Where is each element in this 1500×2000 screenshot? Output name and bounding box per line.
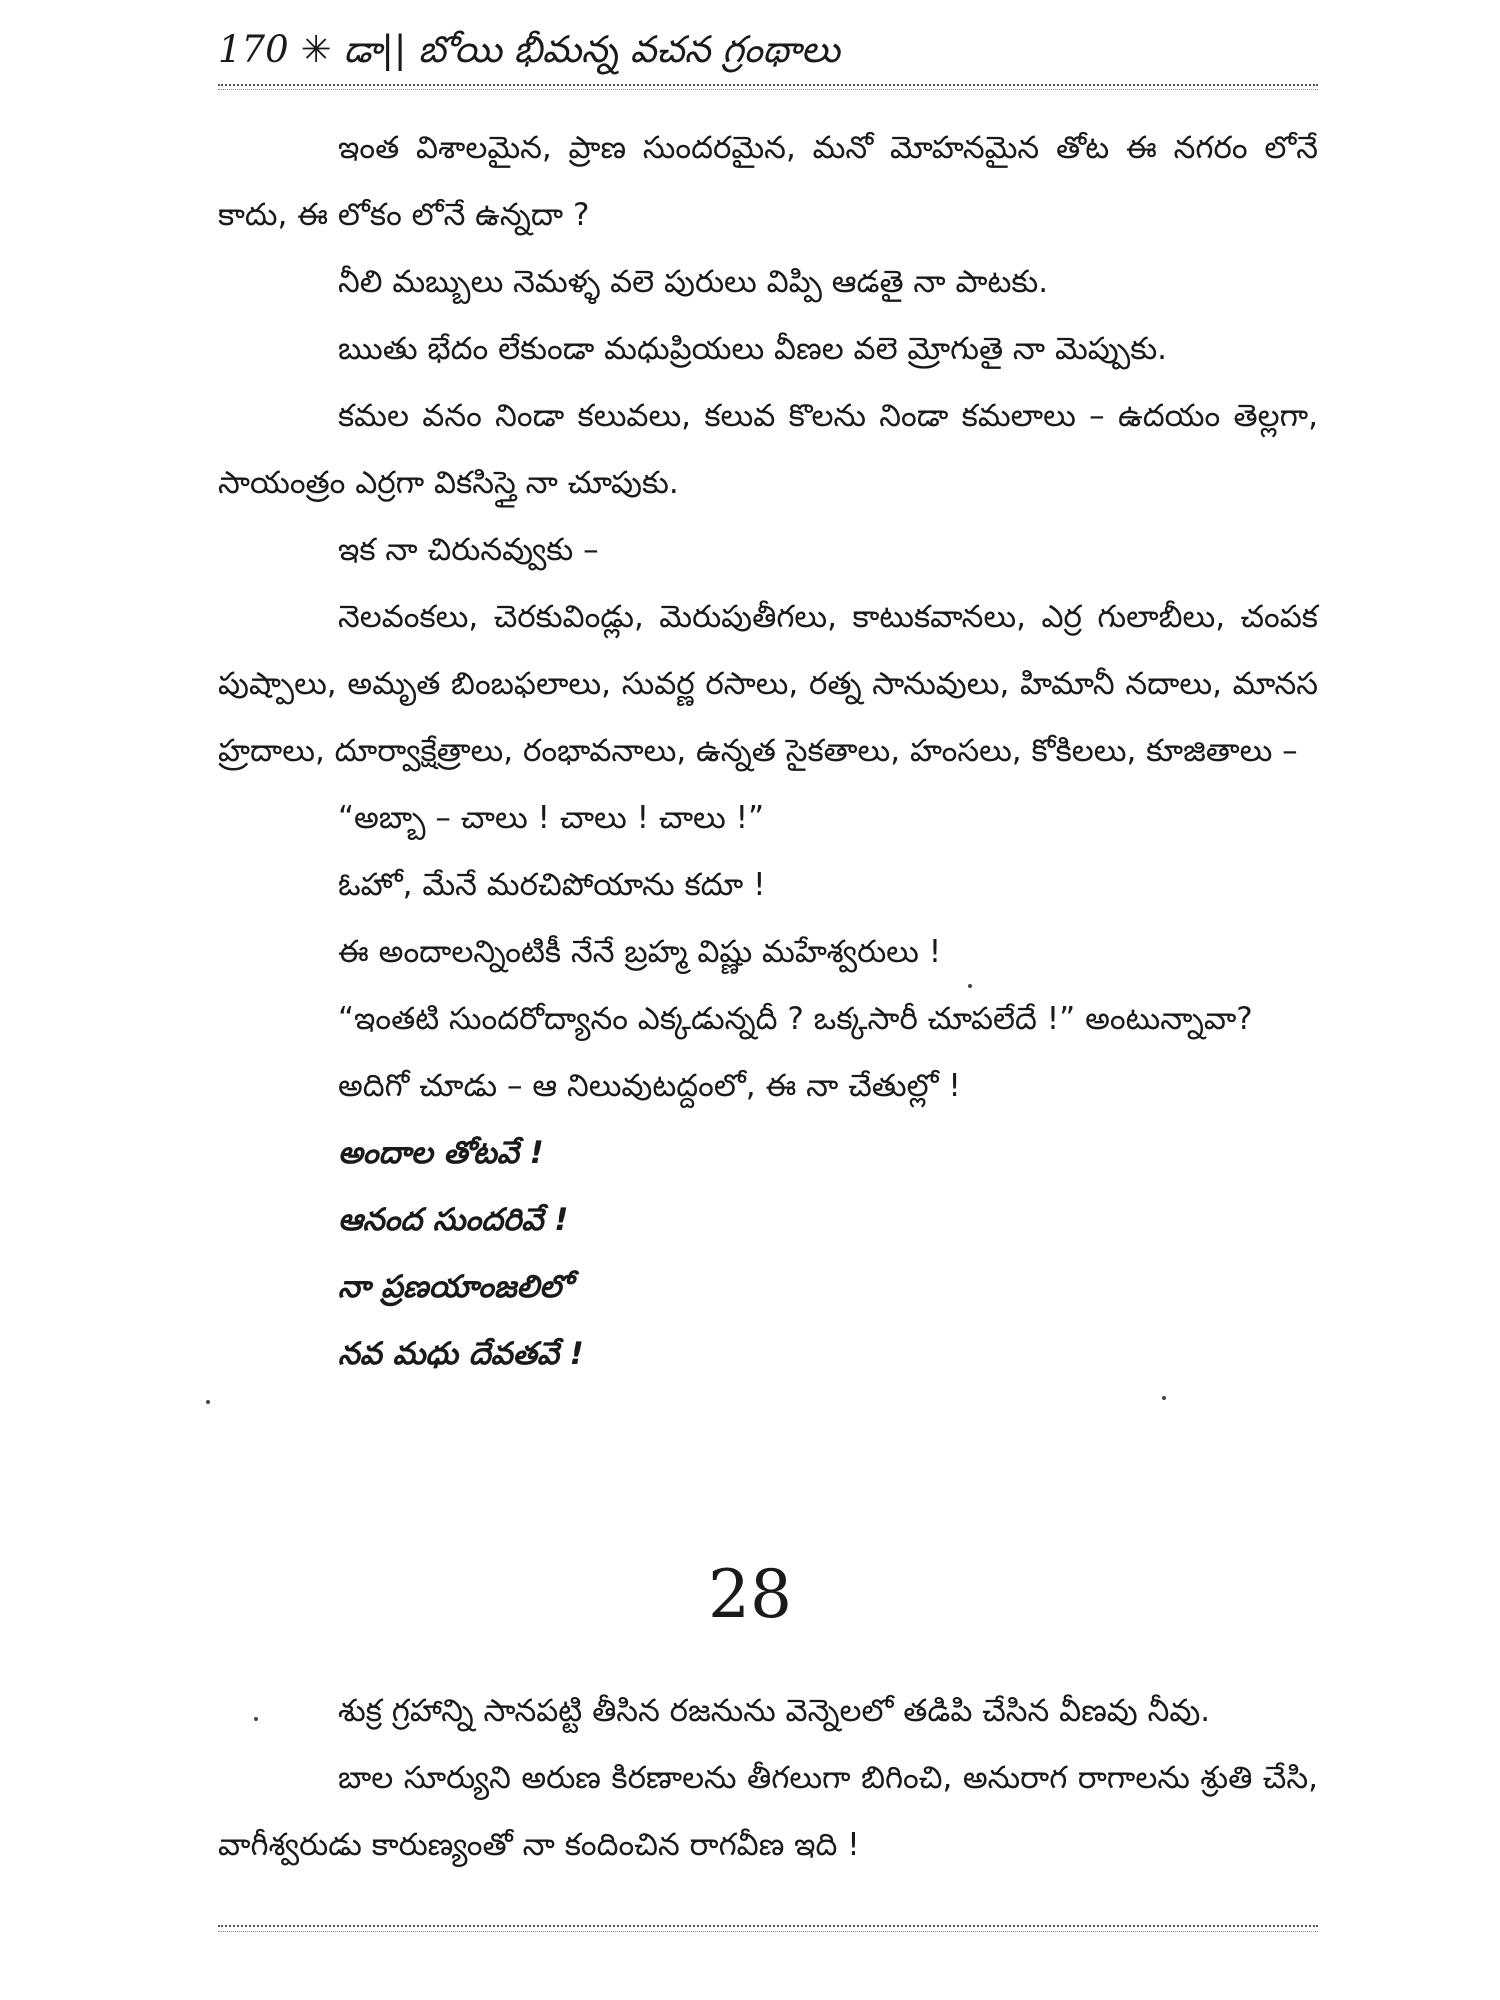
footer-divider-secondary bbox=[218, 1931, 1318, 1932]
paragraph: బాల సూర్యుని అరుణ కిరణాలను తీగలుగా బిగించి, అనురాగ రాగాలను శ్రుతి చేసి, వాగీశ్వరుడు కారుణ్యంతో నా కందించిన రాగవీణ ఇది ! bbox=[218, 1760, 1318, 1863]
paragraph: ఈ అందాలన్నింటికీ నేనే బ్రహ్మ విష్ణు మహేశ్వరులు ! bbox=[338, 934, 942, 970]
paragraph: ఋతు భేదం లేకుండా మధుప్రియలు వీణల వలె మ్రోగుతై నా మెప్పుకు. bbox=[338, 331, 1168, 367]
scan-speck bbox=[968, 984, 972, 988]
paragraph: నీలి మబ్బులు నెమళ్ళ వలె పురులు విప్పి ఆడతై నా పాటకు. bbox=[338, 264, 1049, 300]
paragraph: శుక్ర గ్రహాన్ని సానపట్టి తీసిన రజనును వెన్నెలలో తడిపి చేసిన వీణవు నీవు. bbox=[338, 1693, 1211, 1729]
poem-line: అందాల తోటవే ! bbox=[338, 1135, 544, 1171]
paragraph: అదిగో చూడు – ఆ నిలువుటద్దంలో, ఈ నా చేతుల్లో ! bbox=[338, 1068, 961, 1104]
scan-speck bbox=[254, 1717, 258, 1721]
paragraph: ఓహో, మేనే మరచిపోయాను కదూ ! bbox=[338, 867, 766, 903]
chapter-number: 28 bbox=[708, 1556, 792, 1633]
paragraph: ఇంత విశాలమైన, ప్రాణ సుందరమైన, మనో మోహనమైన తోట ఈ నగరం లోనే కాదు, ఈ లోకం లోనే ఉన్నదా ? bbox=[218, 130, 1318, 233]
paragraph: “ఇంతటి సుందరోద్యానం ఎక్కడున్నదీ ? ఒక్కసారీ చూపలేదే !” అంటున్నావా? bbox=[338, 1001, 1253, 1037]
poem-line: నా ప్రణయాంజలిలో bbox=[338, 1269, 572, 1305]
poem-line: ఆనంద సుందరివే ! bbox=[338, 1202, 569, 1238]
chapter-body bbox=[218, 1678, 1318, 1879]
scan-speck bbox=[206, 1400, 210, 1404]
paragraph: నెలవంకలు, చెరకువిండ్లు, మెరుపుతీగలు, కాటుకవానలు, ఎర్ర గులాబీలు, చంపక పుష్పాలు, అమృత బింబఫలాలు, సువర్ణ రసాలు, రత్న సానువులు, హిమానీ నదాలు, మానస హ్రదాలు, దూర్వాక్షేత్రాలు, రంభావనాలు, ఉన్నత సైకతాలు, హంసలు, కోకిలలు, కూజితాలు – bbox=[218, 599, 1318, 769]
running-title: డా|| బోయి భీమన్న వచన గ్రంథాలు bbox=[343, 28, 840, 71]
asterisk-separator-icon: ✳ bbox=[300, 28, 332, 71]
paragraph: “అబ్బా – చాలు ! చాలు ! చాలు !” bbox=[338, 800, 765, 836]
page-header bbox=[218, 28, 1318, 84]
header-divider bbox=[218, 84, 1318, 86]
poem-line: నవ మధు దేవతవే ! bbox=[338, 1336, 584, 1372]
scan-speck bbox=[1162, 1396, 1166, 1400]
footer-divider bbox=[218, 1925, 1318, 1927]
section-body bbox=[218, 115, 1318, 1388]
paragraph: ఇక నా చిరునవ్వుకు – bbox=[338, 532, 599, 568]
header-divider-secondary bbox=[218, 89, 1318, 90]
paragraph: కమల వనం నిండా కలువలు, కలువ కొలను నిండా కమలాలు – ఉదయం తెల్లగా, సాయంత్రం ఎర్రగా వికసిస్తై నా చూపుకు. bbox=[218, 398, 1318, 501]
page-number: 170 bbox=[218, 28, 289, 71]
